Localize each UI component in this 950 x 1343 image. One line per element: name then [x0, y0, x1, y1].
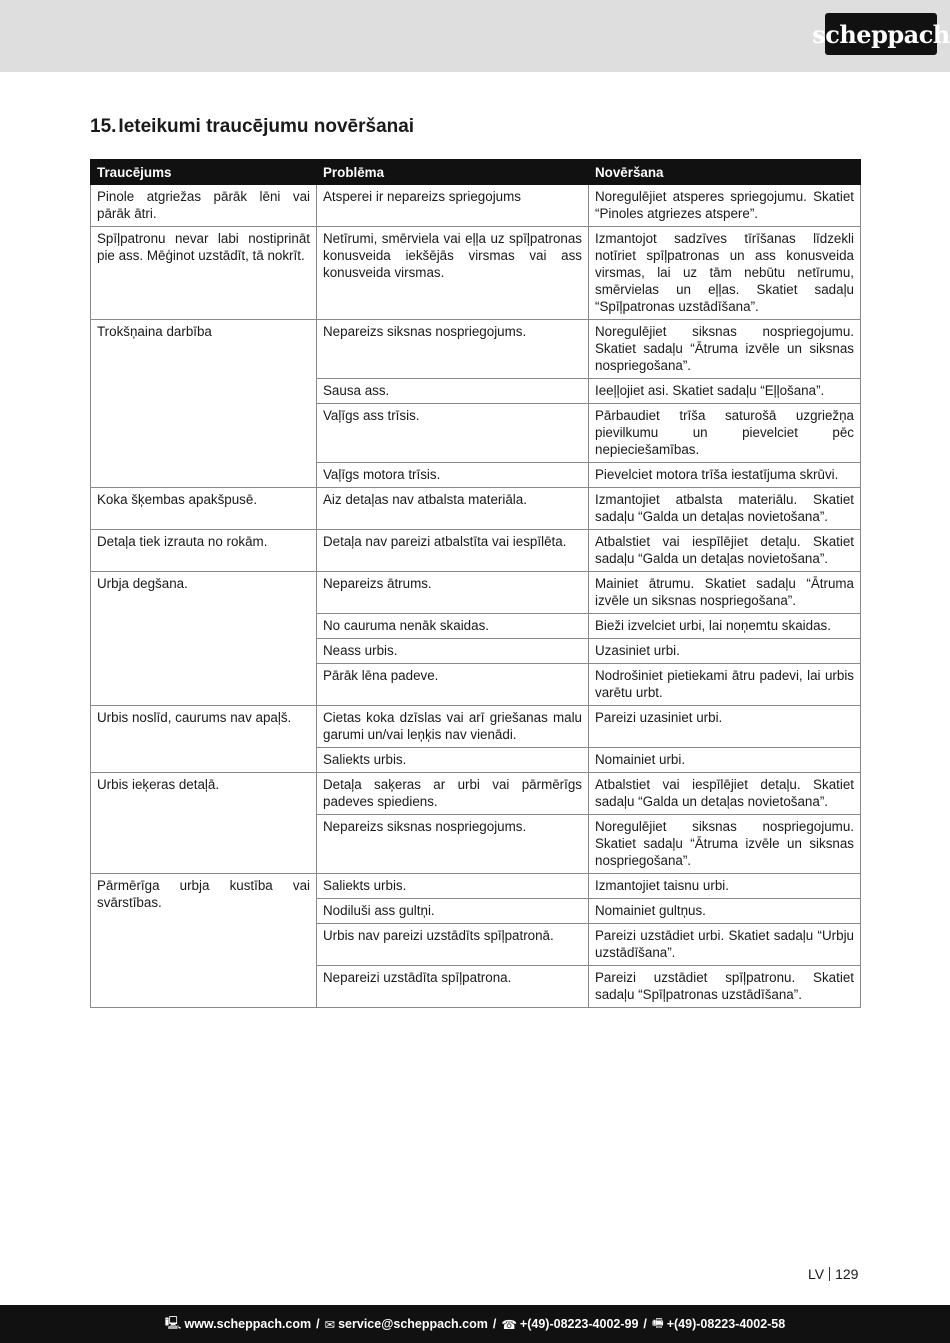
- remedy-cell: Uzasiniet urbi.: [589, 639, 861, 664]
- remedy-cell: Izmantojiet taisnu urbi.: [589, 874, 861, 899]
- remedy-cell: Pārbaudiet trīša saturošā uzgriežņa pievilkumu un pievelciet pēc nepieciešamības.: [589, 404, 861, 463]
- scheppach-logo: scheppach: [825, 13, 937, 55]
- phone-icon: ☎: [501, 1317, 517, 1332]
- fault-cell: Urbja degšana.: [91, 572, 317, 706]
- remedy-cell: Nomainiet urbi.: [589, 748, 861, 773]
- footer-contact-bar: [0, 1305, 950, 1343]
- table-row: [91, 227, 861, 320]
- table-row: [91, 874, 861, 899]
- section-number: 15.: [90, 116, 117, 137]
- problem-cell: Nepareizs ātrums.: [317, 572, 589, 614]
- remedy-cell: Mainiet ātrumu. Skatiet sadaļu “Ātruma izvēle un siksnas nospriegošana”.: [589, 572, 861, 614]
- table-row: [91, 773, 861, 815]
- remedy-cell: Noregulējiet siksnas nospriegojumu. Skatiet sadaļu “Ātruma izvēle un siksnas nospriegošana”.: [589, 815, 861, 874]
- section-heading: [90, 116, 414, 138]
- remedy-cell: Izmantojot sadzīves tīrīšanas līdzekli notīriet spīļpatronas un ass konusveida virsmas, lai uz tām nebūtu netīrumu, smērvielas un eļļas. Skatiet sadaļu “Spīļpatronas uzstādīšana”.: [589, 227, 861, 320]
- mail-icon: ✉: [324, 1317, 336, 1332]
- problem-cell: Detaļa nav pareizi atbalstīta vai iespīlēta.: [317, 530, 589, 572]
- page-number-value: 129: [835, 1266, 859, 1282]
- page-number-divider: [829, 1267, 830, 1281]
- remedy-cell: Atbalstiet vai iespīlējiet detaļu. Skatiet sadaļu “Galda un detaļas novietošana”.: [589, 530, 861, 572]
- footer-email[interactable]: service@scheppach.com: [338, 1317, 488, 1331]
- footer-fax: +(49)-08223-4002-58: [666, 1317, 786, 1331]
- remedy-cell: Ieeļļojiet asi. Skatiet sadaļu “Eļļošana”.: [589, 379, 861, 404]
- problem-cell: No cauruma nenāk skaidas.: [317, 614, 589, 639]
- column-header-remedy: Novēršana: [589, 160, 861, 185]
- table-row: [91, 572, 861, 614]
- remedy-cell: Pareizi uzstādiet urbi. Skatiet sadaļu “Urbju uzstādīšana”.: [589, 924, 861, 966]
- fault-cell: Urbis noslīd, caurums nav apaļš.: [91, 706, 317, 773]
- table-header-row: [91, 160, 861, 185]
- table-row: [91, 706, 861, 748]
- remedy-cell: Noregulējiet atsperes spriegojumu. Skatiet “Pinoles atgriezes atspere”.: [589, 185, 861, 227]
- table-row: [91, 488, 861, 530]
- fault-cell: Pinole atgriežas pārāk lēni vai pārāk ātri.: [91, 185, 317, 227]
- remedy-cell: Bieži izvelciet urbi, lai noņemtu skaidas.: [589, 614, 861, 639]
- problem-cell: Nodiluši ass gultņi.: [317, 899, 589, 924]
- troubleshooting-table: [90, 159, 861, 1008]
- footer-separator: /: [316, 1317, 320, 1331]
- remedy-cell: Pievelciet motora trīša iestatījuma skrūvi.: [589, 463, 861, 488]
- remedy-cell: Izmantojiet atbalsta materiālu. Skatiet sadaļu “Galda un detaļas novietošana”.: [589, 488, 861, 530]
- footer-separator: /: [492, 1317, 497, 1331]
- fax-icon: 🖷: [651, 1315, 664, 1330]
- problem-cell: Saliekts urbis.: [317, 874, 589, 899]
- problem-cell: Neass urbis.: [317, 639, 589, 664]
- problem-cell: Pārāk lēna padeve.: [317, 664, 589, 706]
- fault-cell: Pārmērīga urbja kustība vai svārstības.: [91, 874, 317, 1008]
- remedy-cell: Nomainiet gultņus.: [589, 899, 861, 924]
- remedy-cell: Noregulējiet siksnas nospriegojumu. Skatiet sadaļu “Ātruma izvēle un siksnas nospriegošana”.: [589, 320, 861, 379]
- problem-cell: Saliekts urbis.: [317, 748, 589, 773]
- problem-cell: Sausa ass.: [317, 379, 589, 404]
- footer-separator: /: [643, 1317, 647, 1331]
- problem-cell: Nepareizi uzstādīta spīļpatrona.: [317, 966, 589, 1008]
- fault-cell: Detaļa tiek izrauta no rokām.: [91, 530, 317, 572]
- remedy-cell: Pareizi uzstādiet spīļpatronu. Skatiet sadaļu “Spīļpatronas uzstādīšana”.: [589, 966, 861, 1008]
- remedy-cell: Atbalstiet vai iespīlējiet detaļu. Skatiet sadaļu “Galda un detaļas novietošana”.: [589, 773, 861, 815]
- page-number: [808, 1266, 858, 1282]
- remedy-cell: Nodrošiniet pietiekami ātru padevi, lai urbis varētu urbt.: [589, 664, 861, 706]
- problem-cell: Vaļīgs motora trīsis.: [317, 463, 589, 488]
- footer-website[interactable]: www.scheppach.com: [184, 1317, 312, 1331]
- table-row: [91, 185, 861, 227]
- fault-cell: Spīļpatronu nevar labi nostiprināt pie ass. Mēģinot uzstādīt, tā nokrīt.: [91, 227, 317, 320]
- remedy-cell: Pareizi uzasiniet urbi.: [589, 706, 861, 748]
- problem-cell: Aiz detaļas nav atbalsta materiāla.: [317, 488, 589, 530]
- problem-cell: Cietas koka dzīslas vai arī griešanas malu garumi un/vai leņķis nav vienādi.: [317, 706, 589, 748]
- problem-cell: Detaļa saķeras ar urbi vai pārmērīgs padeves spiediens.: [317, 773, 589, 815]
- table-row: [91, 320, 861, 379]
- problem-cell: Vaļīgs ass trīsis.: [317, 404, 589, 463]
- problem-cell: Netīrumi, smērviela vai eļļa uz spīļpatronas konusveida iekšējās virsmas vai ass konusveida virsmas.: [317, 227, 589, 320]
- problem-cell: Nepareizs siksnas nospriegojums.: [317, 815, 589, 874]
- fault-cell: Koka šķembas apakšpusē.: [91, 488, 317, 530]
- problem-cell: Atsperei ir nepareizs spriegojums: [317, 185, 589, 227]
- language-code: LV: [808, 1266, 825, 1282]
- fault-cell: Urbis ieķeras detaļā.: [91, 773, 317, 874]
- header-band: [0, 0, 950, 72]
- table-row: [91, 530, 861, 572]
- computer-icon: 🖳: [164, 1315, 182, 1330]
- section-title: Ieteikumi traucējumu novēršanai: [118, 116, 415, 137]
- footer-phone: +(49)-08223-4002-99: [519, 1317, 639, 1331]
- problem-cell: Urbis nav pareizi uzstādīts spīļpatronā.: [317, 924, 589, 966]
- column-header-problem: Problēma: [317, 160, 589, 185]
- fault-cell: Trokšņaina darbība: [91, 320, 317, 488]
- problem-cell: Nepareizs siksnas nospriegojums.: [317, 320, 589, 379]
- column-header-fault: Traucējums: [91, 160, 317, 185]
